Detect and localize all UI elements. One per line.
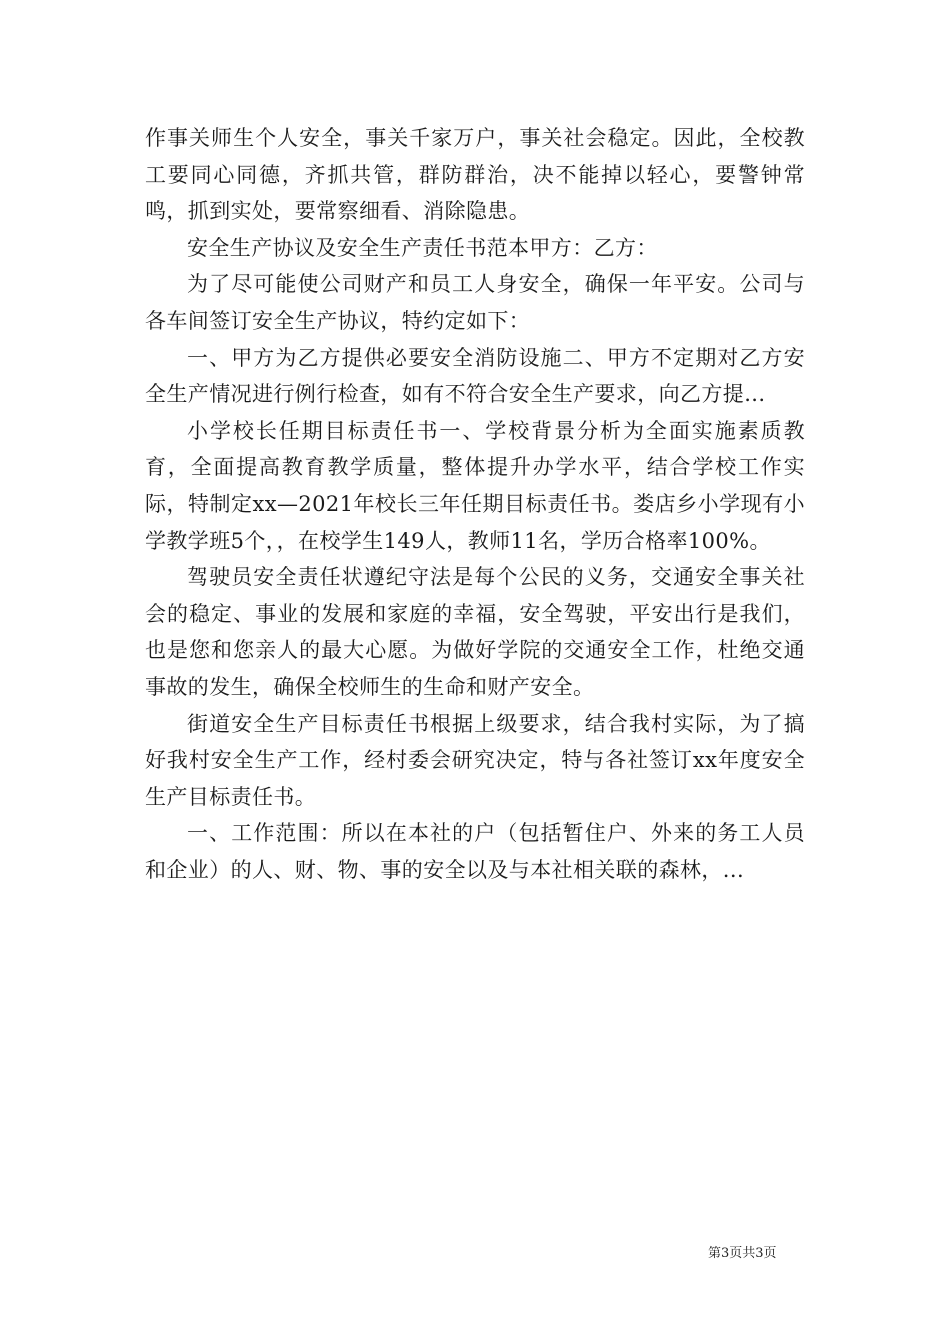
paragraph-agreement-clauses: 一、甲方为乙方提供必要安全消防设施二、甲方不定期对乙方安全生产情况进行例行检查，如有不符合安全生产要求，向乙方提... bbox=[145, 345, 805, 407]
page-number-footer: 第3页共3页 bbox=[708, 1246, 777, 1261]
paragraph-continuation: 作事关师生个人安全，事关千家万户，事关社会稳定。因此，全校教工要同心同德，齐抓共管，群防群治，决不能掉以轻心，要警钟常鸣，抓到实处，要常察细看、消除隐患。 bbox=[145, 126, 805, 224]
paragraph-title-safety-agreement: 安全生产协议及安全生产责任书范本甲方：乙方： bbox=[187, 235, 658, 260]
paragraph-principal-responsibility: 小学校长任期目标责任书一、学校背景分析为全面实施素质教育，全面提高教育教学质量，整体提升办学水平，结合学校工作实际，特制定xx—2021年校长三年任期目标责任书。娄店乡小学现有小学教学班5个，，在校学生149人，教师11名，学历合格率100%。 bbox=[145, 418, 805, 553]
paragraph-work-scope: 一、工作范围：所以在本社的户（包括暂住户、外来的务工人员和企业）的人、财、物、事的安全以及与本社相关联的森林，... bbox=[145, 821, 805, 882]
paragraph-agreement-intro: 为了尽可能使公司财产和员工人身安全，确保一年平安。公司与各车间签订安全生产协议，特约定如下： bbox=[145, 272, 805, 333]
paragraph-street-safety-target: 街道安全生产目标责任书根据上级要求，结合我村实际，为了搞好我村安全生产工作，经村委会研究决定，特与各社签订xx年度安全生产目标责任书。 bbox=[145, 711, 805, 809]
paragraph-driver-responsibility: 驾驶员安全责任状遵纪守法是每个公民的义务，交通安全事关社会的稳定、事业的发展和家庭的幸福，安全驾驶，平安出行是我们，也是您和您亲人的最大心愿。为做好学院的交通安全工作，杜绝交通事故的发生，确保全校师生的生命和财产安全。 bbox=[145, 565, 805, 699]
document-body bbox=[145, 120, 805, 888]
